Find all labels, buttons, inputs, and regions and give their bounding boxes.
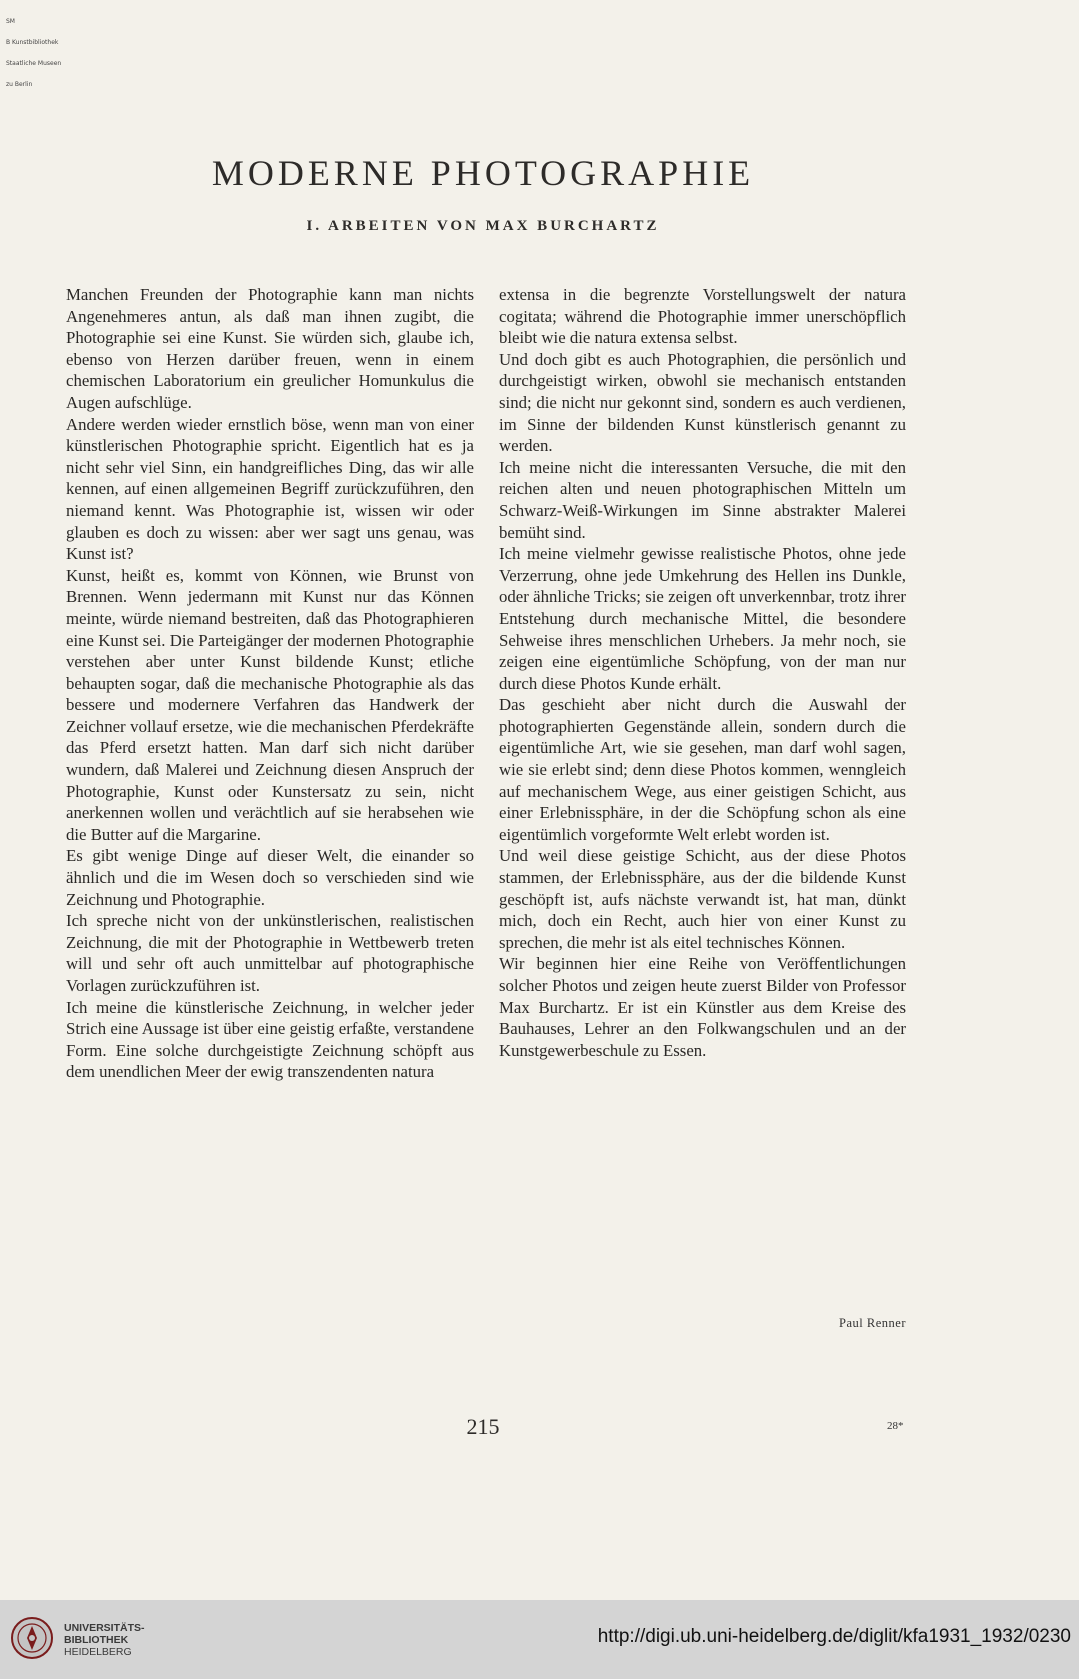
author-signature: Paul Renner xyxy=(839,1316,906,1330)
stamp-line: Staatliche Museen xyxy=(6,60,62,67)
stamp-line: SM xyxy=(6,18,15,25)
stamp-line: B Kunstbibliothek xyxy=(6,39,59,46)
printer-signature-mark: 28* xyxy=(887,1420,904,1432)
library-stamp xyxy=(6,4,61,95)
digitization-footer xyxy=(0,1600,1079,1679)
paragraph: Und weil diese geistige Schicht, aus der diese Photos stammen, der Erlebnissphäre, aus der die bildende Kunst geschöpft ist, aufs nächste verwandt ist, hat man, dünkt mich, doch ein Recht, auch hier von einer Kunst zu sprechen, die mehr ist als eitel technisches Können. xyxy=(499,846,906,952)
library-name-line: UNIVERSITÄTS- xyxy=(64,1622,145,1634)
paragraph: Manchen Freunden der Photographie kann man nichts Angenehmeres antun, als daß man ihnen zugibt, die Photographie sei eine Kunst. Sie würden sich, glaube ich, ebenso von Herzen darüber freuen, wenn in einem chemischen Laboratorium ein greulicher Homunkulus die Augen aufschlüge. xyxy=(66,285,474,412)
paragraph: Ich spreche nicht von der unkünstlerischen, realistischen Zeichnung, die mit der Photographie in Wettbewerb treten will und sehr oft auch unmittelbar auf photographische Vorlagen zurückzuführen ist. xyxy=(66,911,474,995)
paragraph: Es gibt wenige Dinge auf dieser Welt, die einander so ähnlich und die im Wesen doch so verschieden sind wie Zeichnung und Photographie. xyxy=(66,846,474,909)
paragraph: extensa in die begrenzte Vorstellungswelt der natura cogitata; während die Photographie immer unerschöpflich bleibt wie die natura extensa selbst. xyxy=(499,285,906,348)
paragraph: Wir beginnen hier eine Reihe von Veröffentlichungen solcher Photos und zeigen heute zuerst Bilder von Professor Max Burchartz. Er ist ein Künstler aus dem Kreise des Bauhauses, Lehrer an den Folkwangschulen und an der Kunstgewerbeschule zu Essen. xyxy=(499,954,906,1060)
library-name xyxy=(64,1622,145,1658)
paragraph: Das geschieht aber nicht durch die Auswahl der photographierten Gegenstände allein, sondern durch die eigentümliche Art, wie sie gesehen, man darf wohl sagen, wie sie erlebt sind; denn diese Photos kommen, wenngleich auf mechanischem Wege, aus einer geistigen Schicht, aus einer Erlebnissphäre, in der die Schöpfung schon als eine eigentümlich vorgeformte Welt erlebt worden ist. xyxy=(499,695,906,844)
paragraph: Andere werden wieder ernstlich böse, wenn man von einer künstlerischen Photographie spricht. Eigentlich hat es ja nicht sehr viel Sinn, ein handgreifliches Ding, das wir alle kennen, auf einen allgemeinen Begriff zurückzuführen, den niemand kennt. Was Photographie ist, wissen wir oder glauben es doch zu wissen: aber wer sagt uns genau, was Kunst ist? xyxy=(66,414,474,564)
page-number: 215 xyxy=(466,1414,500,1439)
paragraph: Kunst, heißt es, kommt von Können, wie Brunst von Brennen. Wenn jedermann mit Kunst nur das Können meinte, würde niemand bestreiten, daß das Photographieren eine Kunst sei. Die Parteigänger der modernen Photographie verstehen aber unter Kunst bildende Kunst; etliche behaupten sogar, daß die mechanische Photographie als das bessere und modernere Verfahren das Handwerk der Zeichner vollauf ersetze, wie die mechanischen Pferdekräfte das Pferd ersetzt hatten. Man darf sich nicht darüber wundern, daß Malerei und Zeichnung diesen Anspruch der Photographie, Kunst oder Kunstersatz zu sein, nicht anerkennen wollen und verächtlich auf sie herabsehen wie die Butter auf die Margarine. xyxy=(66,565,474,844)
paragraph: Ich meine nicht die interessanten Versuche, die mit den reichen alten und neuen photographischen Mitteln um Schwarz-Weiß-Wirkungen im Sinne abstrakter Malerei bemüht sind. xyxy=(499,457,906,542)
right-column xyxy=(499,284,906,1061)
article-subtitle: I. ARBEITEN VON MAX BURCHARTZ xyxy=(306,218,660,234)
paragraph: Und doch gibt es auch Photographien, die persönlich und durchgeistigt wirken, obwohl sie mechanisch entstanden sind; die nicht nur gekonnt sind, sondern es auch verdienen, im Sinne der bildenden Kunst künstlerisch genannt zu werden. xyxy=(499,349,906,456)
university-seal-icon xyxy=(10,1616,54,1660)
stamp-line: zu Berlin xyxy=(6,81,33,88)
library-name-line: BIBLIOTHEK xyxy=(64,1634,129,1646)
left-column xyxy=(66,284,474,1083)
paragraph: Ich meine vielmehr gewisse realistische Photos, ohne jede Verzerrung, ohne jede Umkehrung des Hellen ins Dunkle, oder ähnliche Tricks; sie zeigen oft unverkennbar, trotz ihrer Entstehung durch mechanische Mittel, die besondere Sehweise ihres menschlichen Urhebers. Ja mehr noch, sie zeigen eine eigentümliche Schöpfung, von der man nur durch diese Photos Kunde erhält. xyxy=(499,544,906,693)
paragraph: Ich meine die künstlerische Zeichnung, in welcher jeder Strich eine Aussage ist über eine geistig erfaßte, verstandene Form. Eine solche durchgeistigte Zeichnung schöpft aus dem unendlichen Meer der ewig transzendenten natura xyxy=(66,997,474,1082)
source-url[interactable]: http://digi.ub.uni-heidelberg.de/diglit/kfa1931_1932/0230 xyxy=(597,1626,1071,1647)
library-name-line: HEIDELBERG xyxy=(64,1646,132,1658)
article-title: MODERNE PHOTOGRAPHIE xyxy=(211,153,755,193)
